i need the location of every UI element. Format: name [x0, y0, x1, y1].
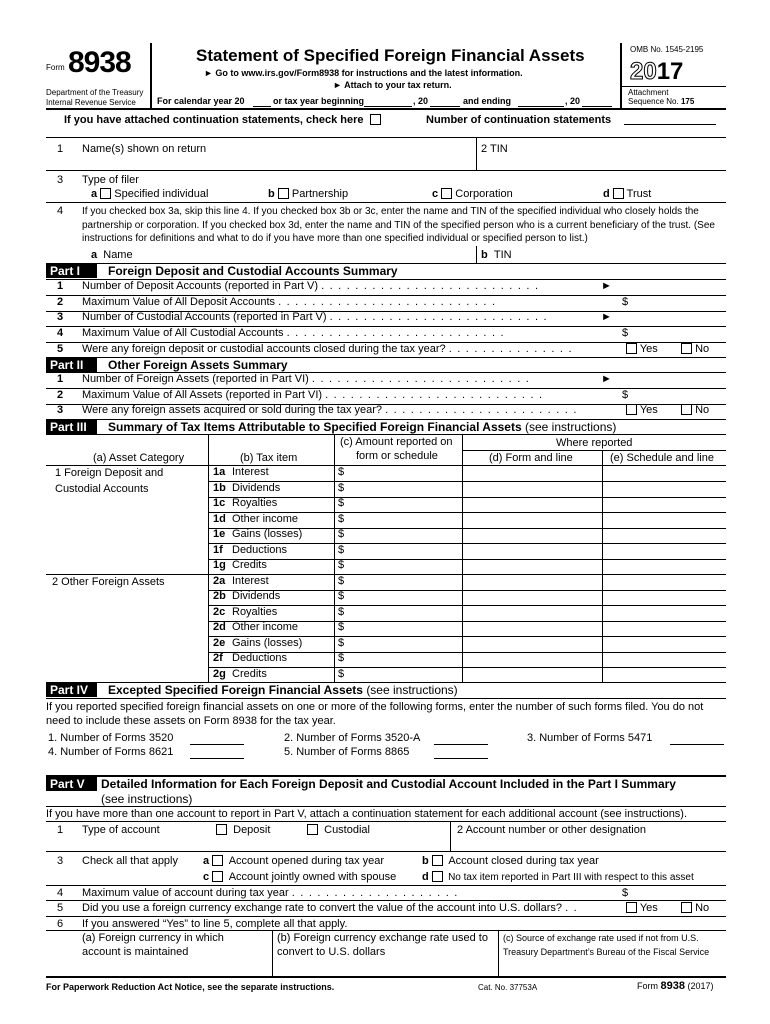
form-line-field[interactable] [465, 513, 599, 526]
part1-line-text: Were any foreign deposit or custodial accounts closed during the tax year? ............... [82, 342, 578, 355]
line-4a-label: a Name [91, 249, 133, 261]
part-4-title: Excepted Specified Foreign Financial Assets (see instructions) [108, 683, 458, 697]
amount-field[interactable] [347, 575, 459, 588]
form-line-field[interactable] [465, 606, 599, 619]
end-year-field[interactable] [582, 106, 612, 107]
tax-item-label: Dividends [232, 481, 281, 494]
form-line-field[interactable] [465, 590, 599, 603]
form-line-field[interactable] [465, 528, 599, 541]
col-b-header: (b) Tax item [240, 452, 298, 464]
part1-line-end: $ [622, 327, 629, 340]
dept-line2: Internal Revenue Service [46, 98, 136, 107]
part1-line-number: 4 [57, 327, 64, 340]
attachment-label: Attachment [628, 88, 669, 97]
forms-3520a-label: 2. Number of Forms 3520-A [284, 732, 421, 744]
part-5-tag: Part V [46, 777, 97, 791]
filer-corporation[interactable]: c Corporation [432, 188, 513, 200]
tax-item-code: 2e [213, 636, 226, 649]
schedule-line-field[interactable] [605, 637, 723, 650]
part2-line-value-field[interactable] [632, 389, 724, 402]
amount-field[interactable] [347, 668, 459, 681]
line-6-label: If you answered “Yes” to line 5, complete all that apply. [82, 918, 348, 930]
amount-dollar-sign: $ [338, 621, 345, 633]
part-5-intro: If you have more than one account to report in Part V, attach a continuation statement for each additional account (see instructions). [46, 808, 688, 820]
amount-field[interactable] [347, 482, 459, 495]
part1-line-value-field[interactable] [632, 311, 724, 324]
forms-8865-label: 5. Number of Forms 8865 [284, 746, 410, 758]
form-line-field[interactable] [465, 497, 599, 510]
part2-line-end: ► [601, 373, 612, 385]
tax-item-code: 1a [213, 466, 226, 478]
forms-3520a-field[interactable] [434, 744, 488, 745]
amount-field[interactable] [347, 606, 459, 619]
end-date-field[interactable] [518, 106, 564, 107]
part1-line-value-field[interactable] [632, 280, 724, 293]
part2-yes-checkbox[interactable]: Yes [626, 404, 658, 416]
comma-20-b: , 20 [565, 96, 581, 106]
part1-line-number: 1 [57, 280, 64, 292]
filer-trust[interactable]: d Trust [603, 188, 652, 200]
schedule-line-field[interactable] [605, 466, 723, 479]
account-type-custodial[interactable]: Custodial [307, 824, 370, 836]
line-4-number: 4 [57, 205, 64, 217]
part2-line-number: 3 [57, 404, 64, 417]
amount-dollar-sign: $ [338, 466, 345, 478]
calendar-year-field[interactable] [253, 106, 271, 107]
tax-item-label: Credits [232, 559, 267, 571]
part1-line-number: 2 [57, 295, 64, 308]
p5-line-4-number: 4 [57, 887, 64, 899]
and-ending-label: and ending [463, 96, 511, 106]
catalog-number: Cat. No. 37753A [478, 983, 538, 992]
schedule-line-field[interactable] [605, 482, 723, 495]
form-title: Statement of Specified Foreign Financial Assets [196, 46, 585, 65]
where-reported-header: Where reported [556, 437, 633, 449]
category-2: 2 Other Foreign Assets [52, 576, 165, 588]
amount-dollar-sign: $ [338, 497, 345, 509]
type-of-account-label: Type of account [82, 824, 160, 836]
part1-line-value-field[interactable] [632, 296, 724, 309]
account-number-field[interactable] [456, 838, 724, 850]
tax-item-label: Other income [232, 512, 299, 525]
part-2-title: Other Foreign Assets Summary [108, 358, 288, 372]
currency-col-header-1: (a) Foreign currency in which [82, 932, 224, 944]
instructions-line1: ► Go to www.irs.gov/Form8938 for instructions and the latest information. [204, 68, 523, 78]
forms-5471-label: 3. Number of Forms 5471 [527, 732, 653, 744]
amount-field[interactable] [347, 652, 459, 665]
line-3-number: 3 [57, 174, 64, 186]
continuation-number-label: Number of continuation statements [426, 114, 612, 126]
tax-item-code: 2b [213, 590, 226, 602]
part2-no-checkbox[interactable]: No [681, 404, 709, 416]
schedule-line-field[interactable] [605, 559, 723, 572]
part2-line-value-field[interactable] [632, 373, 724, 386]
comma-20-a: , 20 [413, 96, 429, 106]
line-4b-label: b TIN [481, 249, 512, 261]
tax-item-label: Other income [232, 621, 299, 633]
amount-dollar-sign: $ [338, 543, 345, 556]
account-opened-checkbox[interactable]: a Account opened during tax year [203, 855, 385, 867]
source-col-header-1: (c) Source of exchange rate used if not from U.S. [503, 933, 699, 943]
part1-line-number: 5 [57, 342, 64, 355]
max-value-field[interactable] [632, 887, 724, 900]
tax-item-label: Royalties [232, 605, 278, 618]
amount-field[interactable] [347, 637, 459, 650]
tax-item-code: 1f [213, 543, 223, 556]
account-type-deposit[interactable]: Deposit [216, 824, 270, 836]
form-line-field[interactable] [465, 544, 599, 557]
schedule-line-field[interactable] [605, 528, 723, 541]
form-line-field[interactable] [465, 652, 599, 665]
tax-item-label: Interest [232, 574, 269, 587]
exchange-rate-question: Did you use a foreign currency exchange rate to convert the value of the account into U.S. dollars? .. [82, 902, 583, 914]
forms-8621-label: 4. Number of Forms 8621 [48, 746, 174, 758]
p5-line5-yes[interactable]: Yes [626, 902, 658, 914]
schedule-line-field[interactable] [605, 652, 723, 665]
part2-line-number: 2 [57, 388, 64, 401]
part2-line-number: 1 [57, 373, 64, 385]
amount-dollar-sign: $ [338, 574, 345, 587]
max-value-dollar: $ [622, 887, 629, 899]
amount-field[interactable] [347, 544, 459, 557]
part1-line-end: ► [601, 311, 612, 324]
instructions-line2: ► Attach to your tax return. [333, 80, 452, 90]
part-2-tag: Part II [46, 358, 97, 372]
col-c-header-2: form or schedule [356, 450, 438, 462]
tax-year-beginning-label: or tax year beginning [273, 96, 365, 106]
amount-dollar-sign: $ [338, 590, 345, 602]
part1-line-text: Number of Deposit Accounts (reported in Part V) .......................... [82, 280, 544, 292]
account-number-label: 2 Account number or other designation [457, 824, 646, 836]
tax-item-code: 2a [213, 574, 226, 587]
form-line-field[interactable] [465, 482, 599, 495]
schedule-line-field[interactable] [605, 668, 723, 681]
amount-field[interactable] [347, 513, 459, 526]
exchange-rate-col-header-2: convert to U.S. dollars [277, 946, 386, 958]
currency-col-header-2: account is maintained [82, 946, 189, 958]
part-3-title: Summary of Tax Items Attributable to Specified Foreign Financial Assets (see instructions) [108, 420, 617, 434]
p5-line-1-number: 1 [57, 824, 64, 836]
paperwork-notice: For Paperwork Reduction Act Notice, see the separate instructions. [46, 982, 335, 992]
continuation-checkbox-label: If you have attached continuation statements, check here [64, 114, 381, 126]
tax-item-label: Interest [232, 466, 269, 478]
part2-line-text: Were any foreign assets acquired or sold during the tax year? ....................... [82, 404, 582, 417]
sequence-label: Sequence No. 175 [628, 97, 695, 106]
p5-line-5-number: 5 [57, 902, 64, 914]
amount-field[interactable] [347, 466, 459, 479]
name-shown-label: Name(s) shown on return [82, 143, 207, 155]
begin-date-field[interactable] [364, 106, 412, 107]
tax-item-code: 1b [213, 481, 226, 494]
part1-line-text: Number of Custodial Accounts (reported in Part V) .......................... [82, 311, 553, 324]
tax-item-code: 1c [213, 497, 226, 509]
form-line-field[interactable] [465, 668, 599, 681]
continuation-number-field[interactable] [624, 124, 716, 125]
part-5-title: Detailed Information for Each Foreign Deposit and Custodial Account Included in the Part I Summary [101, 777, 676, 791]
part-1-tag: Part I [46, 264, 97, 278]
tax-item-code: 2f [213, 652, 223, 664]
source-col-header-2: Treasury Department’s Bureau of the Fiscal Service [503, 947, 710, 957]
part2-line-end: $ [622, 388, 629, 401]
tax-item-code: 2c [213, 605, 226, 618]
omb-number: OMB No. 1545-2195 [630, 45, 704, 54]
form-line-field[interactable] [465, 466, 599, 479]
tax-item-code: 2d [213, 621, 226, 633]
forms-8865-field[interactable] [434, 758, 488, 759]
begin-year-field[interactable] [430, 106, 460, 107]
amount-dollar-sign: $ [338, 652, 345, 664]
form-line-field[interactable] [465, 637, 599, 650]
tax-item-code: 1e [213, 528, 226, 540]
schedule-line-field[interactable] [605, 621, 723, 634]
amount-dollar-sign: $ [338, 512, 345, 525]
forms-5471-field[interactable] [670, 744, 724, 745]
p5-line-6-number: 6 [57, 918, 64, 930]
tax-item-code: 1d [213, 512, 226, 525]
part1-no-checkbox[interactable]: No [681, 343, 709, 355]
amount-field[interactable] [347, 621, 459, 634]
schedule-line-field[interactable] [605, 606, 723, 619]
part-4-tag: Part IV [46, 683, 97, 697]
type-of-filer-label: Type of filer [82, 174, 139, 186]
category-1-line1: 1 Foreign Deposit and [55, 467, 164, 479]
amount-dollar-sign: $ [338, 481, 345, 494]
schedule-line-field[interactable] [605, 544, 723, 557]
dept-line1: Department of the Treasury [46, 88, 144, 97]
tax-item-label: Gains (losses) [232, 636, 303, 649]
amount-field[interactable] [347, 559, 459, 572]
part-4-intro: If you reported specified foreign financial assets on one or more of the following forms, enter the number of such forms filed. You do not need to include these assets on Form 8938 for the tax year. [46, 701, 704, 727]
amount-dollar-sign: $ [338, 528, 345, 540]
exchange-rate-col-header-1: (b) Foreign currency exchange rate used to [277, 932, 488, 944]
col-a-header: (a) Asset Category [93, 452, 185, 464]
schedule-line-field[interactable] [605, 513, 723, 526]
tax-item-label: Deductions [232, 543, 288, 556]
tax-item-label: Credits [232, 667, 267, 680]
category-1-line2: Custodial Accounts [55, 483, 149, 495]
part1-line-text: Maximum Value of All Deposit Accounts .......................... [82, 295, 501, 308]
amount-field[interactable] [347, 528, 459, 541]
joint-spouse-checkbox[interactable]: c Account jointly owned with spouse [203, 871, 397, 883]
part-5-title-suffix: (see instructions) [101, 792, 193, 806]
amount-dollar-sign: $ [338, 667, 345, 680]
part-3-tag: Part III [46, 420, 97, 434]
amount-field[interactable] [347, 497, 459, 510]
max-value-label: Maximum value of account during tax year .................... [82, 887, 463, 899]
part1-line-end: $ [622, 295, 629, 308]
line-1-number: 1 [57, 143, 64, 155]
account-closed-checkbox[interactable]: b Account closed during tax year [422, 855, 599, 867]
tax-item-code: 1g [213, 559, 226, 571]
continuation-checkbox[interactable] [370, 114, 381, 125]
check-all-label: Check all that apply [82, 855, 178, 867]
part1-line-text: Maximum Value of All Custodial Accounts .......................... [82, 327, 510, 340]
forms-8621-field[interactable] [190, 758, 244, 759]
part1-line-end: ► [601, 280, 612, 292]
forms-3520-field[interactable] [190, 744, 244, 745]
amount-dollar-sign: $ [338, 559, 345, 571]
footer-form-id: Form 8938 (2017) [637, 980, 714, 992]
amount-dollar-sign: $ [338, 605, 345, 618]
part-1-title: Foreign Deposit and Custodial Accounts Summary [108, 264, 398, 278]
calendar-year-label: For calendar year 20 [157, 96, 245, 106]
amount-field[interactable] [347, 590, 459, 603]
p5-line-3-number: 3 [57, 855, 64, 867]
schedule-line-field[interactable] [605, 575, 723, 588]
form-line-field[interactable] [465, 575, 599, 588]
schedule-line-field[interactable] [605, 590, 723, 603]
part2-line-text: Number of Foreign Assets (reported in Part VI) .......................... [82, 373, 535, 385]
form-label: Form [46, 63, 65, 72]
col-d-header: (d) Form and line [489, 452, 573, 464]
tax-year: 2017 [630, 58, 684, 85]
tax-item-label: Deductions [232, 652, 288, 664]
part1-line-value-field[interactable] [632, 327, 724, 340]
tax-item-label: Gains (losses) [232, 528, 303, 540]
name-field[interactable] [80, 157, 470, 169]
col-e-header: (e) Schedule and line [610, 452, 714, 464]
forms-3520-label: 1. Number of Forms 3520 [48, 732, 174, 744]
amount-dollar-sign: $ [338, 636, 345, 649]
tax-item-label: Royalties [232, 497, 278, 509]
no-tax-item-checkbox[interactable]: d No tax item reported in Part III with respect to this asset [422, 871, 694, 883]
part1-yes-checkbox[interactable]: Yes [626, 343, 658, 355]
p5-line5-no[interactable]: No [681, 902, 709, 914]
form-number: 8938 [68, 46, 131, 79]
tax-item-label: Dividends [232, 590, 281, 602]
part2-line-text: Maximum Value of All Assets (reported in Part VI) .......................... [82, 388, 548, 401]
filer-partnership[interactable]: b Partnership [268, 188, 349, 200]
filer-individual[interactable]: a Specified individual [91, 188, 209, 200]
tin-label: 2 TIN [481, 143, 508, 155]
line-4-instructions: If you checked box 3a, skip this line 4. If you checked box 3b or 3c, enter the name and TIN of the specified individual who closely holds the partnership or corporation. If you checked box 3d, enter the name and TIN of the specified person who is a current beneficiary of the trust. (See instructions for definitions and what to do if you have more than one specified individual or specified person to list.) [82, 206, 715, 244]
part1-line-number: 3 [57, 311, 64, 324]
schedule-line-field[interactable] [605, 497, 723, 510]
col-c-header-1: (c) Amount reported on [340, 436, 453, 448]
tax-item-code: 2g [213, 667, 226, 680]
form-line-field[interactable] [465, 621, 599, 634]
form-line-field[interactable] [465, 559, 599, 572]
